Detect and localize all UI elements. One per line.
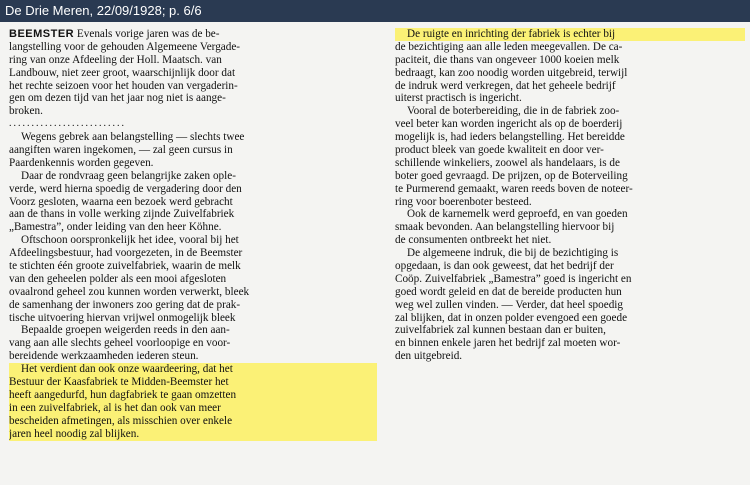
header-title: De Drie Meren, 22/09/1928; p. 6/6	[5, 3, 202, 18]
right-line: opgedaan, is dan ook geweest, dat het bedrijf der	[395, 260, 614, 273]
left-line: tische uitvoering hiervan vrijwel onmogelijk bleek	[9, 311, 236, 324]
right-column	[395, 28, 745, 363]
left-line: Paardenkennis worden gegeven.	[9, 156, 154, 169]
right-line: en binnen enkele jaren het bedrijf zal moeten wor-	[395, 337, 621, 350]
left-line: Wegens gebrek aan belangstelling — slechts twee	[21, 131, 245, 144]
left-line: gen om dezen tijd van het jaar nog niet is aange-	[9, 92, 226, 105]
left-line: aan de thans in volle werking zijnde Zuivelfabriek	[9, 208, 235, 221]
left-line: Bepaalde groepen weigerden reeds in den aan-	[21, 324, 230, 337]
newspaper-clipping	[0, 22, 750, 485]
highlight-line: De ruigte en inrichting der fabriek is echter bij	[407, 28, 616, 40]
left-line: van den geheelen polder als een mooi afgesloten	[9, 272, 227, 285]
right-line: zuivelfabriek zal kunnen bestaan dan er buiten,	[395, 324, 606, 337]
lead-keyword: BEEMSTER	[9, 28, 75, 40]
left-line: broken.	[9, 105, 43, 118]
left-line: langstelling voor de gehouden Algemeene Vergade-	[9, 40, 241, 53]
separator-dots: ..........................	[9, 118, 126, 130]
left-column	[9, 28, 377, 441]
right-line: paciteit, die thans van ongeveer 1000 koeien melk	[395, 53, 620, 66]
right-line: goed wordt geleid en dat de bereide producten hun	[395, 285, 622, 298]
left-line: „Bamestra”, onder leiding van den heer Köhne.	[9, 221, 222, 234]
right-line: schillende winkeliers, zoowel als handelaars, is de	[395, 156, 620, 169]
right-line: den uitgebreid.	[395, 350, 463, 363]
right-line: weg wel zullen vinden. — Verder, dat heel spoedig	[395, 298, 623, 311]
right-line: Coöp. Zuivelfabriek „Bamestra” goed is ingericht en	[395, 272, 632, 285]
right-line: te Purmerend gemaakt, waren reeds boven de noteer-	[395, 182, 633, 195]
right-line: boter goed gevraagd. De prijzen, op de Boterveiling	[395, 169, 628, 182]
right-line: bedraagt, kan zoo noodig worden uitgebreid, terwijl	[395, 66, 628, 79]
right-line: de bezichtiging aan alle leden meegevallen. De ca-	[395, 40, 623, 53]
right-line: De algemeene indruk, die bij de bezichtiging is	[407, 247, 619, 260]
right-line: product bleek van goede kwaliteit en door ver-	[395, 144, 604, 157]
left-line: verde, werd hierna spoedig de vergadering door den	[9, 182, 242, 195]
highlighted-paragraph	[9, 363, 377, 440]
left-line: Afdeelingsbestuur, had voorgezeten, in de Beemster	[9, 247, 243, 260]
highlight-line: Bestuur der Kaasfabriek te Midden-Beemster het	[9, 376, 229, 389]
left-line: aangiften waren ingekomen, — zal geen cursus in	[9, 144, 233, 157]
left-line: de samenhang der inwoners zoo gering dat de prak-	[9, 298, 241, 311]
left-line: ovaalrond geheel zou kunnen worden verwerkt, bleek	[9, 285, 250, 298]
left-line: vang aan alle slechts geheel voorloopige en voor-	[9, 337, 231, 350]
left-line: Daar de rondvraag geen belangrijke zaken ople-	[21, 169, 236, 182]
highlight-line: Het verdient dan ook onze waardeering, dat het	[21, 363, 233, 376]
left-line: Voorz gesloten, waarna een bezoek werd gebracht	[9, 195, 233, 208]
right-line: mogelijk is, had ieders belangstelling. Het bereidde	[395, 131, 625, 144]
left-line-0: BEEMSTER Evenals vorige jaren was de be-	[9, 28, 220, 40]
left-line: ring van onze Afdeeling der Holl. Maatsch. van	[9, 53, 222, 66]
left-line: Oftschoon oorspronkelijk het idee, vooral bij het	[21, 234, 239, 247]
right-line: Vooral de boterbereiding, die in de fabriek zoo-	[407, 105, 620, 118]
highlight-line: heeft aangedurfd, hun dagfabriek te gaan omzetten	[9, 388, 237, 401]
left-line: Landbouw, niet zeer groot, waarschijnlijk door dat	[9, 66, 236, 79]
highlighted-line	[395, 28, 745, 41]
page-header	[0, 0, 750, 22]
right-line: uiterst practisch is ingericht.	[395, 92, 522, 105]
right-line: de indruk werd verkregen, dat het geheele bedrijf	[395, 79, 616, 92]
highlight-line: in een zuivelfabriek, al is het dan ook van meer	[9, 401, 221, 414]
left-line: te stichten één groote zuivelfabriek, waarin de melk	[9, 260, 241, 273]
right-line: Ook de karnemelk werd geproefd, en van goeden	[407, 208, 628, 221]
right-line: zal blijken, dat in onzen polder evengoed een goede	[395, 311, 628, 324]
left-line: bereidende werkzaamheden iederen steun.	[9, 350, 199, 363]
highlight-line: bescheiden afmetingen, als misschien over enkele	[9, 414, 233, 427]
left-line: het rechte seizoen voor het houden van vergaderin-	[9, 79, 238, 92]
right-line: de consumenten ontbreekt het niet.	[395, 234, 552, 247]
right-line: smaak bevonden. Aan belangstelling hiervoor bij	[395, 221, 615, 234]
highlight-line: jaren heel noodig zal blijken.	[9, 427, 140, 440]
right-line: veel beter kan worden ingericht als op de boerderij	[395, 118, 623, 131]
right-line: ring voor boerenboter besteed.	[395, 195, 532, 208]
